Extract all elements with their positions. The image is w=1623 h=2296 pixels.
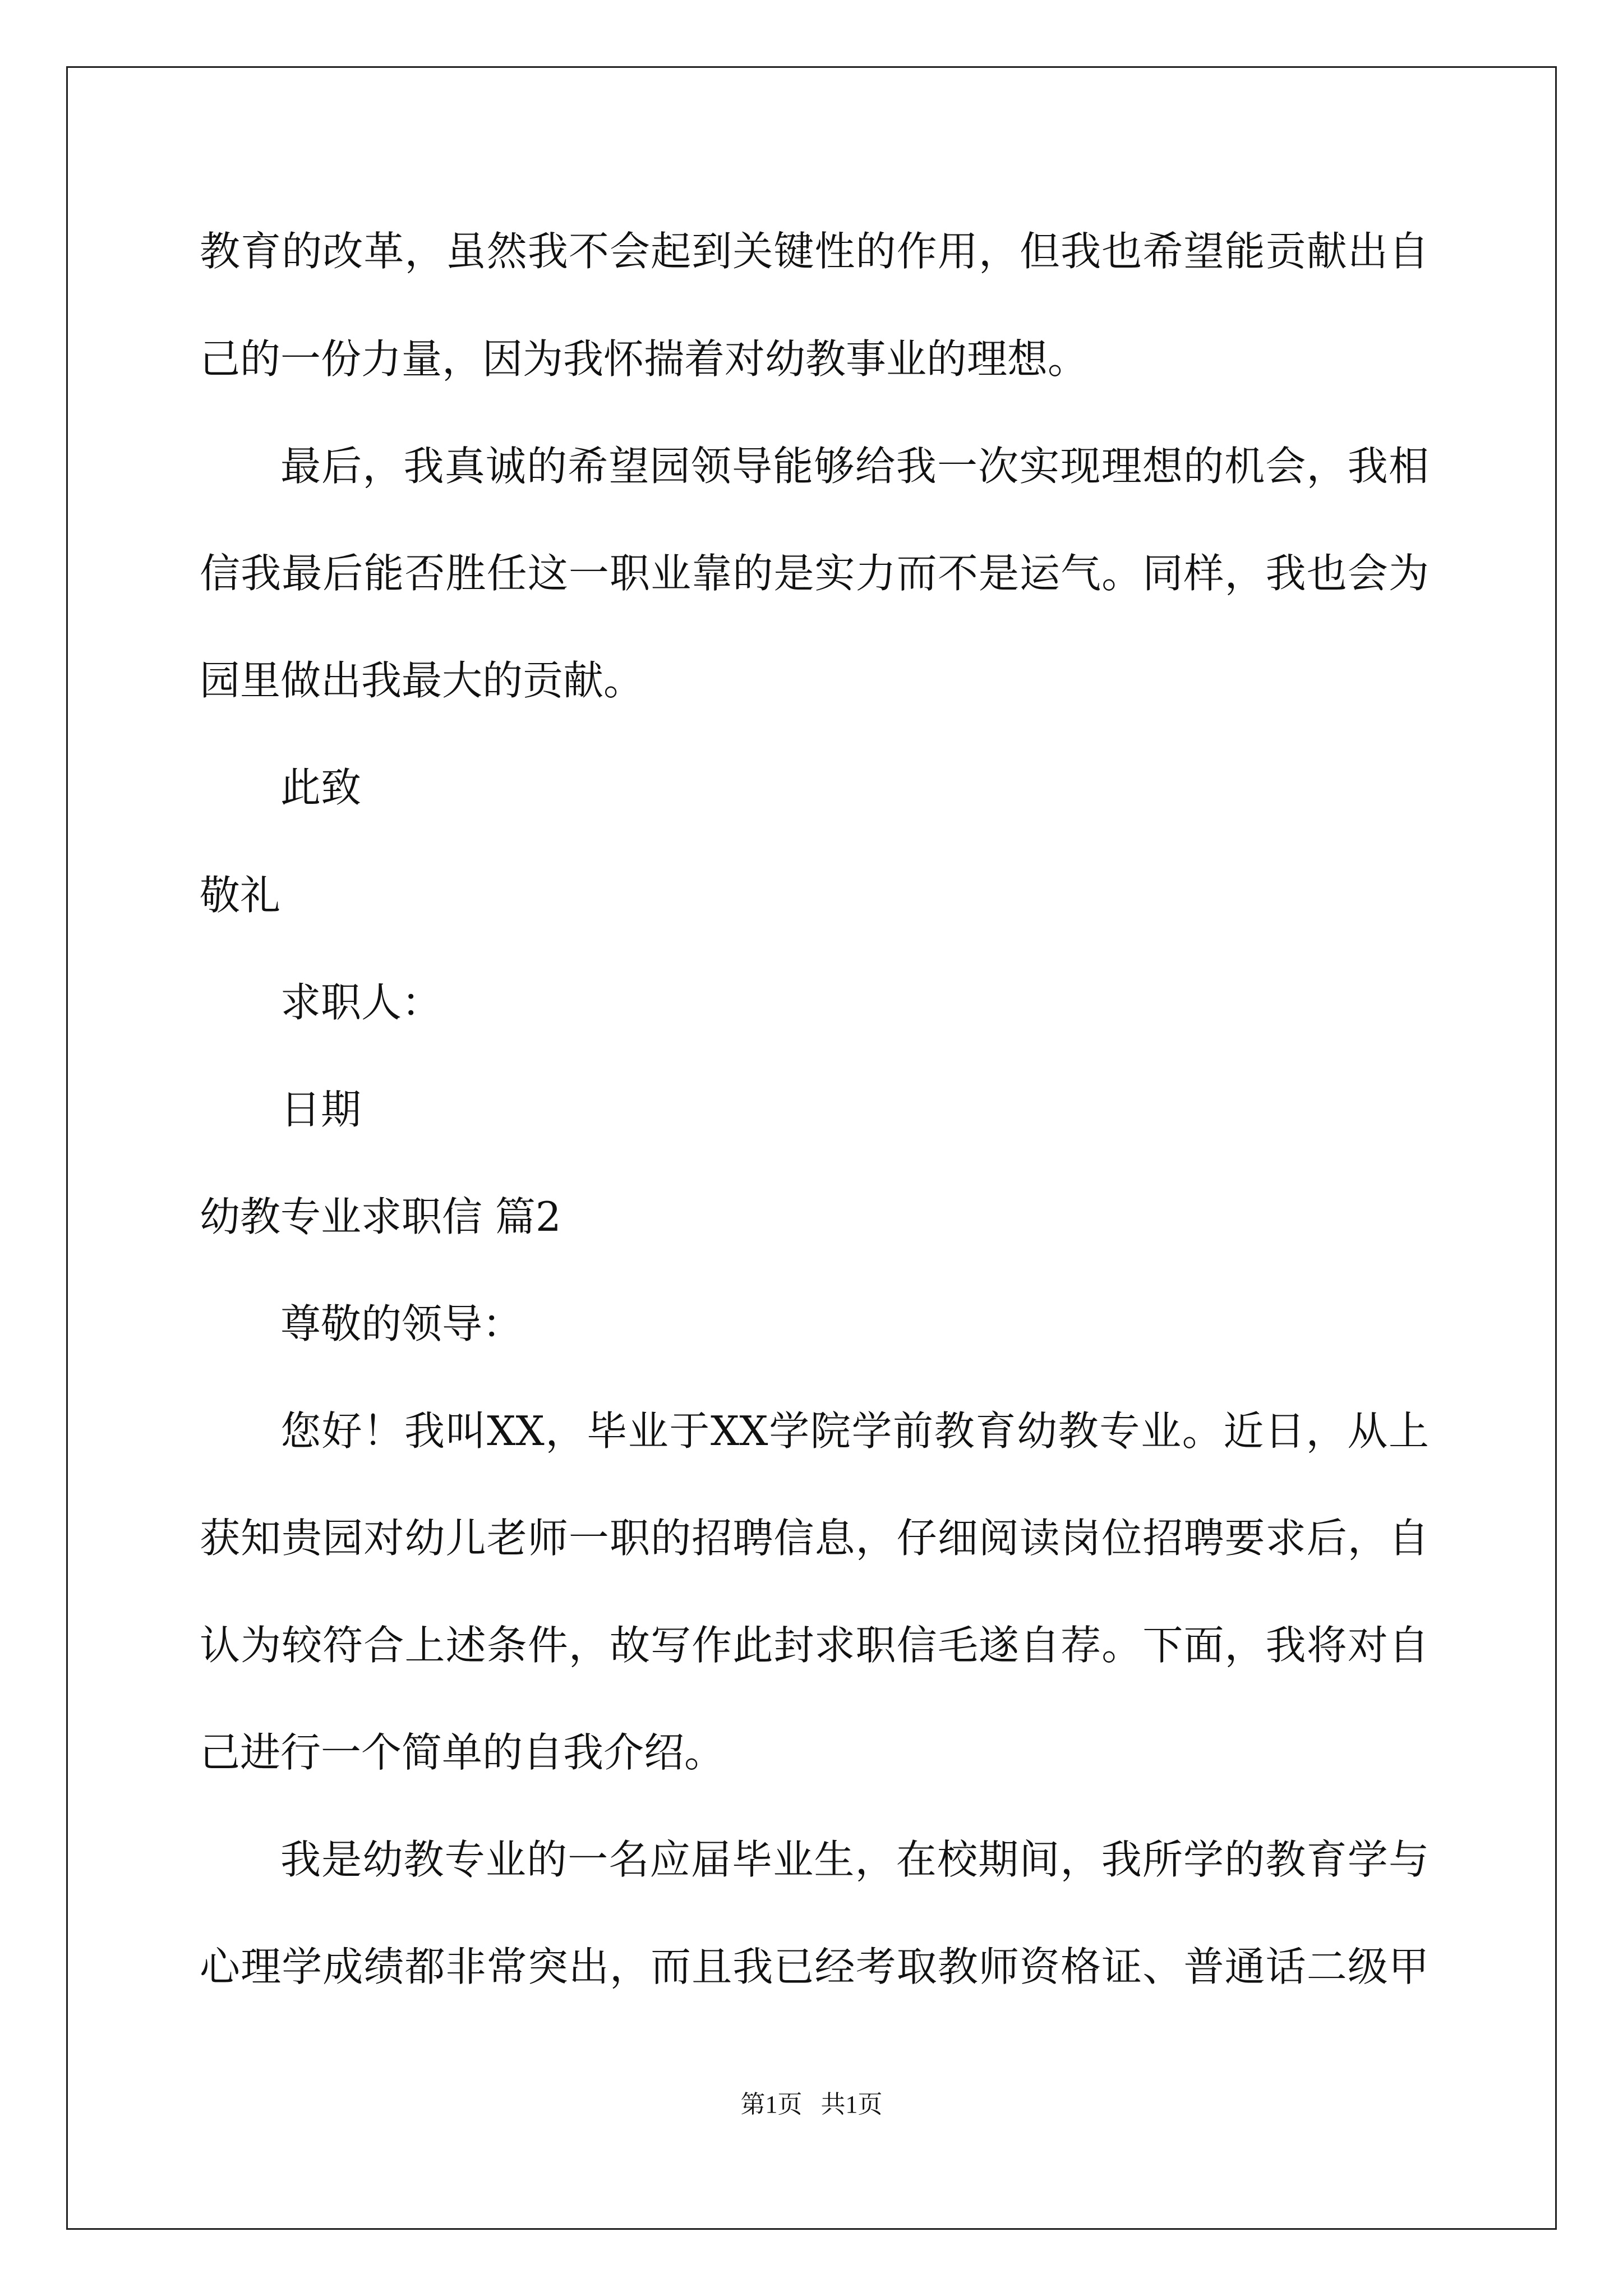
- applicant-label: 求职人：: [280, 979, 442, 1026]
- date-label: 日期: [280, 1086, 362, 1133]
- body-text-line: 信我最后能否胜任这一职业靠的是实力而不是运气。同样，我也会为: [200, 550, 1429, 597]
- page-footer: 第1页 共1页: [740, 2091, 883, 2118]
- closing-salutation: 敬礼: [200, 872, 281, 919]
- page-border: [66, 66, 1557, 2230]
- body-text-line: 认为较符合上述条件，故写作此封求职信毛遂自荐。下面，我将对自: [200, 1622, 1429, 1669]
- body-text-line: 己进行一个简单的自我介绍。: [200, 1729, 725, 1776]
- section-heading: 幼教专业求职信 篇2: [200, 1193, 561, 1240]
- body-text-line: 心理学成绩都非常突出，而且我已经考取教师资格证、普通话二级甲: [200, 1943, 1429, 1990]
- body-text-line: 您好！我叫XX，毕业于XX学院学前教育幼教专业。近日，从上: [280, 1407, 1429, 1455]
- body-text-line: 我是幼教专业的一名应届毕业生，在校期间，我所学的教育学与: [280, 1836, 1429, 1883]
- body-text-line: 己的一份力量，因为我怀揣着对幼教事业的理想。: [200, 335, 1089, 383]
- closing-phrase: 此致: [280, 764, 362, 811]
- body-text-line: 获知贵园对幼儿老师一职的招聘信息，仔细阅读岗位招聘要求后，自: [200, 1515, 1429, 1562]
- body-text-line: 最后，我真诚的希望园领导能够给我一次实现理想的机会，我相: [280, 443, 1429, 490]
- greeting: 尊敬的领导：: [280, 1300, 523, 1347]
- body-text-line: 园里做出我最大的贡献。: [200, 657, 644, 704]
- body-text-line: 教育的改革，虽然我不会起到关键性的作用，但我也希望能贡献出自: [200, 228, 1429, 275]
